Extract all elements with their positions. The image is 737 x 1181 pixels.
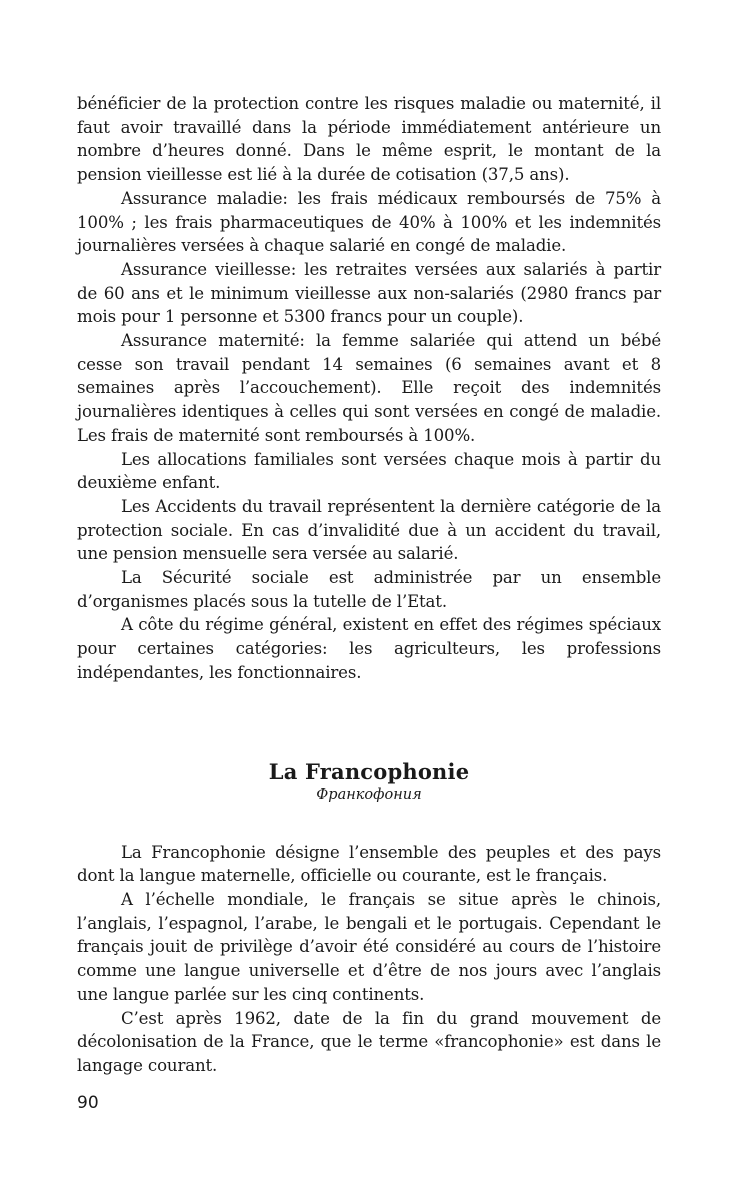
paragraph-work-accidents: Les Accidents du travail représentent la dernière catégorie de la protection sociale. En cas d’invalidité due à un accident du travail, une pension mensuelle sera versée au salarié. (77, 496, 661, 564)
paragraph-special-regimes: A côte du régime général, existent en effet des régimes spéciaux pour certaines catégories: les agriculteurs, les professions indépendantes, les fonctionnaires. (77, 615, 661, 682)
section-title: La Francophonie (268, 758, 470, 784)
page-content (77, 92, 661, 1078)
paragraph-history: C’est après 1962, date de la fin du grand mouvement de décolonisation de la France, que le terme «francophonie» est dans le langage courant. (77, 1008, 661, 1075)
paragraph-administration: La Sécurité sociale est administrée par un ensemble d’organismes placés sous la tutelle de l’Etat. (77, 568, 661, 611)
paragraph-health-insurance: Assurance maladie: les frais médicaux remboursés de 75% à 100% ; les frais pharmaceutiques de 40% à 100% et les indemnités journalières versées à chaque salarié en congé de maladie. (77, 188, 661, 256)
paragraph-world-ranking: A l’échelle mondiale, le français se situe après le chinois, l’anglais, l’espagnol, l’arabe, le bengali et le portugais. Cependant le français jouit de privilège d’avoir été considéré au cours de l’histoire comme une langue universelle et d’être de nos jours avec l’anglais une langue parlée sur les cinq continents. (77, 889, 661, 1004)
paragraph-continuation: bénéficier de la protection contre les risques maladie ou maternité, il faut avoir travaillé dans la période immédiatement antérieure un nombre d’heures donné. Dans le même esprit, le montant de la pension vieillesse est lié à la durée de cotisation (37,5 ans). (77, 94, 661, 185)
page-number: 90 (77, 1093, 99, 1113)
paragraph-definition: La Francophonie désigne l’ensemble des peuples et des pays dont la langue maternelle, officielle ou courante, est le français. (77, 842, 661, 886)
section-heading (77, 759, 661, 805)
paragraph-old-age-insurance: Assurance vieillesse: les retraites versées aux salariés à partir de 60 ans et le minimum vieillesse aux non-salariés (2980 francs par mois pour 1 personne et 5300 francs pour un couple). (77, 259, 661, 327)
paragraph-maternity-insurance: Assurance maternité: la femme salariée qui attend un bébé cesse son travail pendant 14 semaines (6 semaines avant et 8 semaines après l’accouchement). Elle reçoit des indemnités journalières identiques à celles qui sont versées en congé de maladie. Les frais de maternité sont remboursés à 100%. (77, 331, 661, 445)
section-francophonie (77, 841, 661, 1078)
paragraph-family-allowances: Les allocations familiales sont versées chaque mois à partir du deuxième enfant. (77, 449, 661, 493)
section-subtitle: Франкофония (316, 786, 422, 803)
section-social-security (77, 92, 661, 685)
